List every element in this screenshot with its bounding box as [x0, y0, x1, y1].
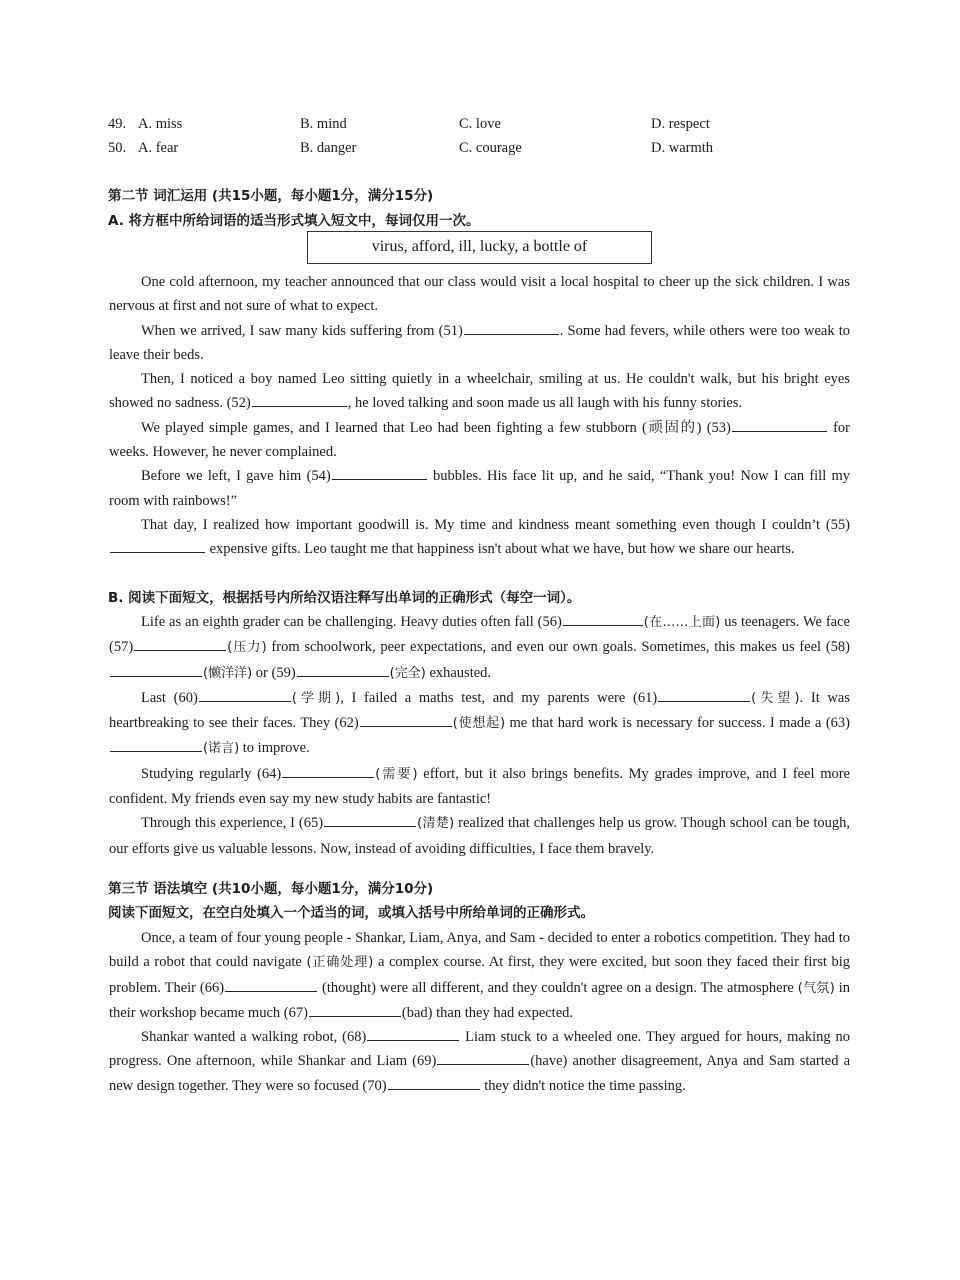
passage-a-paragraph: That day, I realized how important goodwill is. My time and kindness meant something even though I couldn’t (55) expensive gifts. Leo taught me that happiness isn't about what we have, but how we share our hearts. [109, 513, 850, 562]
answer-blank-62[interactable] [360, 711, 452, 727]
answer-blank-54[interactable] [332, 464, 427, 480]
answer-blank-64[interactable] [282, 762, 374, 778]
passage-c [109, 926, 850, 1098]
answer-blank-53[interactable] [732, 416, 827, 432]
answer-blank-57[interactable] [134, 635, 226, 651]
answer-blank-55[interactable] [110, 537, 205, 553]
passage-a-paragraph: Then, I noticed a boy named Leo sitting quietly in a wheelchair, smiling at us. He couldn't walk, but his bright eyes showed no sadness. (52) , he loved talking and soon made us all laugh with his funny stories. [109, 371, 850, 412]
passage-b [109, 610, 850, 861]
passage-c-paragraph: Once, a team of four young people - Shankar, Liam, Anya, and Sam - decided to enter a robotics competition. They had to build a robot that could navigate (正确处理) a complex course. At first, they were excited, but soon they faced their first big problem. Their (66) (thought) were all different, and they couldn't agree on a design. The atmosphere (气氛) in their workshop became much (67) (bad) than they had expected. [109, 930, 850, 1021]
section-2-title: 第二节 词汇运用 (共15小题，每小题1分，满分15分) [108, 188, 434, 204]
option-b: B. danger [300, 140, 357, 156]
answer-blank-58[interactable] [110, 661, 202, 677]
answer-options [108, 114, 848, 162]
answer-blank-65[interactable] [324, 811, 416, 827]
answer-blank-68[interactable] [367, 1025, 459, 1041]
answer-blank-66[interactable] [225, 976, 317, 992]
passage-a-paragraph: One cold afternoon, my teacher announced that our class would visit a local hospital to cheer up the sick children. I was nervous at first and not sure of what to expect. [109, 274, 850, 315]
passage-b-paragraph: Through this experience, I (65) (清楚) realized that challenges help us grow. Though school can be tough, our efforts give us valuable lessons. Now, instead of avoiding difficulties, I face them bravely. [109, 811, 850, 861]
option-d: D. warmth [651, 140, 714, 156]
option-a: A. fear [138, 140, 179, 156]
passage-c-paragraph: Shankar wanted a walking robot, (68) Liam stuck to a wheeled one. They argued for hours, making no progress. One afternoon, while Shankar and Liam (69) (have) another disagreement, Anya and Sam started a new design together. They were so focused (70) they didn't notice the time passing. [109, 1025, 850, 1098]
option-row-50 [108, 138, 848, 162]
answer-blank-70[interactable] [388, 1074, 480, 1090]
option-b: B. mind [300, 116, 347, 132]
answer-blank-52[interactable] [252, 391, 347, 407]
section-3-instruction: 阅读下面短文，在空白处填入一个适当的词，或填入括号中所给单词的正确形式。 [108, 905, 594, 921]
option-row-49 [108, 114, 848, 138]
question-number: 50. [108, 140, 127, 156]
part-b-instruction: B. 阅读下面短文，根据括号内所给汉语注释写出单词的正确形式（每空一词）。 [108, 590, 581, 606]
answer-blank-51[interactable] [464, 319, 559, 335]
section-3-title: 第三节 语法填空 (共10小题，每小题1分，满分10分) [108, 881, 434, 897]
answer-blank-60[interactable] [199, 686, 291, 702]
passage-a [109, 270, 850, 562]
answer-blank-69[interactable] [437, 1049, 529, 1065]
answer-blank-63[interactable] [110, 736, 202, 752]
answer-blank-59[interactable] [297, 661, 389, 677]
part-a-instruction: A. 将方框中所给词语的适当形式填入短文中，每词仅用一次。 [108, 213, 480, 229]
option-c: C. courage [459, 140, 522, 156]
answer-blank-67[interactable] [309, 1001, 401, 1017]
passage-b-paragraph: Last (60) (学期), I failed a maths test, and my parents were (61) (失望). It was heartbreaking to see their faces. They (62) (使想起) me that hard work is necessary for success. I made a (63)(诺言) to improve. [109, 686, 850, 762]
question-number: 49. [108, 116, 127, 132]
option-d: D. respect [651, 116, 710, 132]
option-c: C. love [459, 116, 501, 132]
passage-a-paragraph: Before we left, I gave him (54) bubbles. His face lit up, and he said, “Thank you! Now I can fill my room with rainbows!” [109, 464, 850, 513]
passage-a-paragraph: We played simple games, and I learned that Leo had been fighting a few stubborn (顽固的) (53) for weeks. However, he never complained. [109, 416, 850, 465]
answer-blank-56[interactable] [563, 610, 643, 626]
answer-blank-61[interactable] [658, 686, 750, 702]
passage-b-paragraph: Studying regularly (64) (需要) effort, but it also brings benefits. My grades improve, and I feel more confident. My friends even say my new study habits are fantastic! [109, 762, 850, 812]
passage-b-paragraph: Life as an eighth grader can be challenging. Heavy duties often fall (56) (在……上面) us teenagers. We face (57) (压力) from schoolwork, peer expectations, and even our own goals. Sometimes, this makes us feel (58)(懒洋洋) or (59) (完全) exhausted. [109, 610, 850, 686]
option-a: A. miss [138, 116, 183, 132]
word-box: virus, afford, ill, lucky, a bottle of [307, 231, 652, 264]
passage-a-paragraph: When we arrived, I saw many kids suffering from (51) . Some had fevers, while others were too weak to leave their beds. [109, 319, 850, 368]
